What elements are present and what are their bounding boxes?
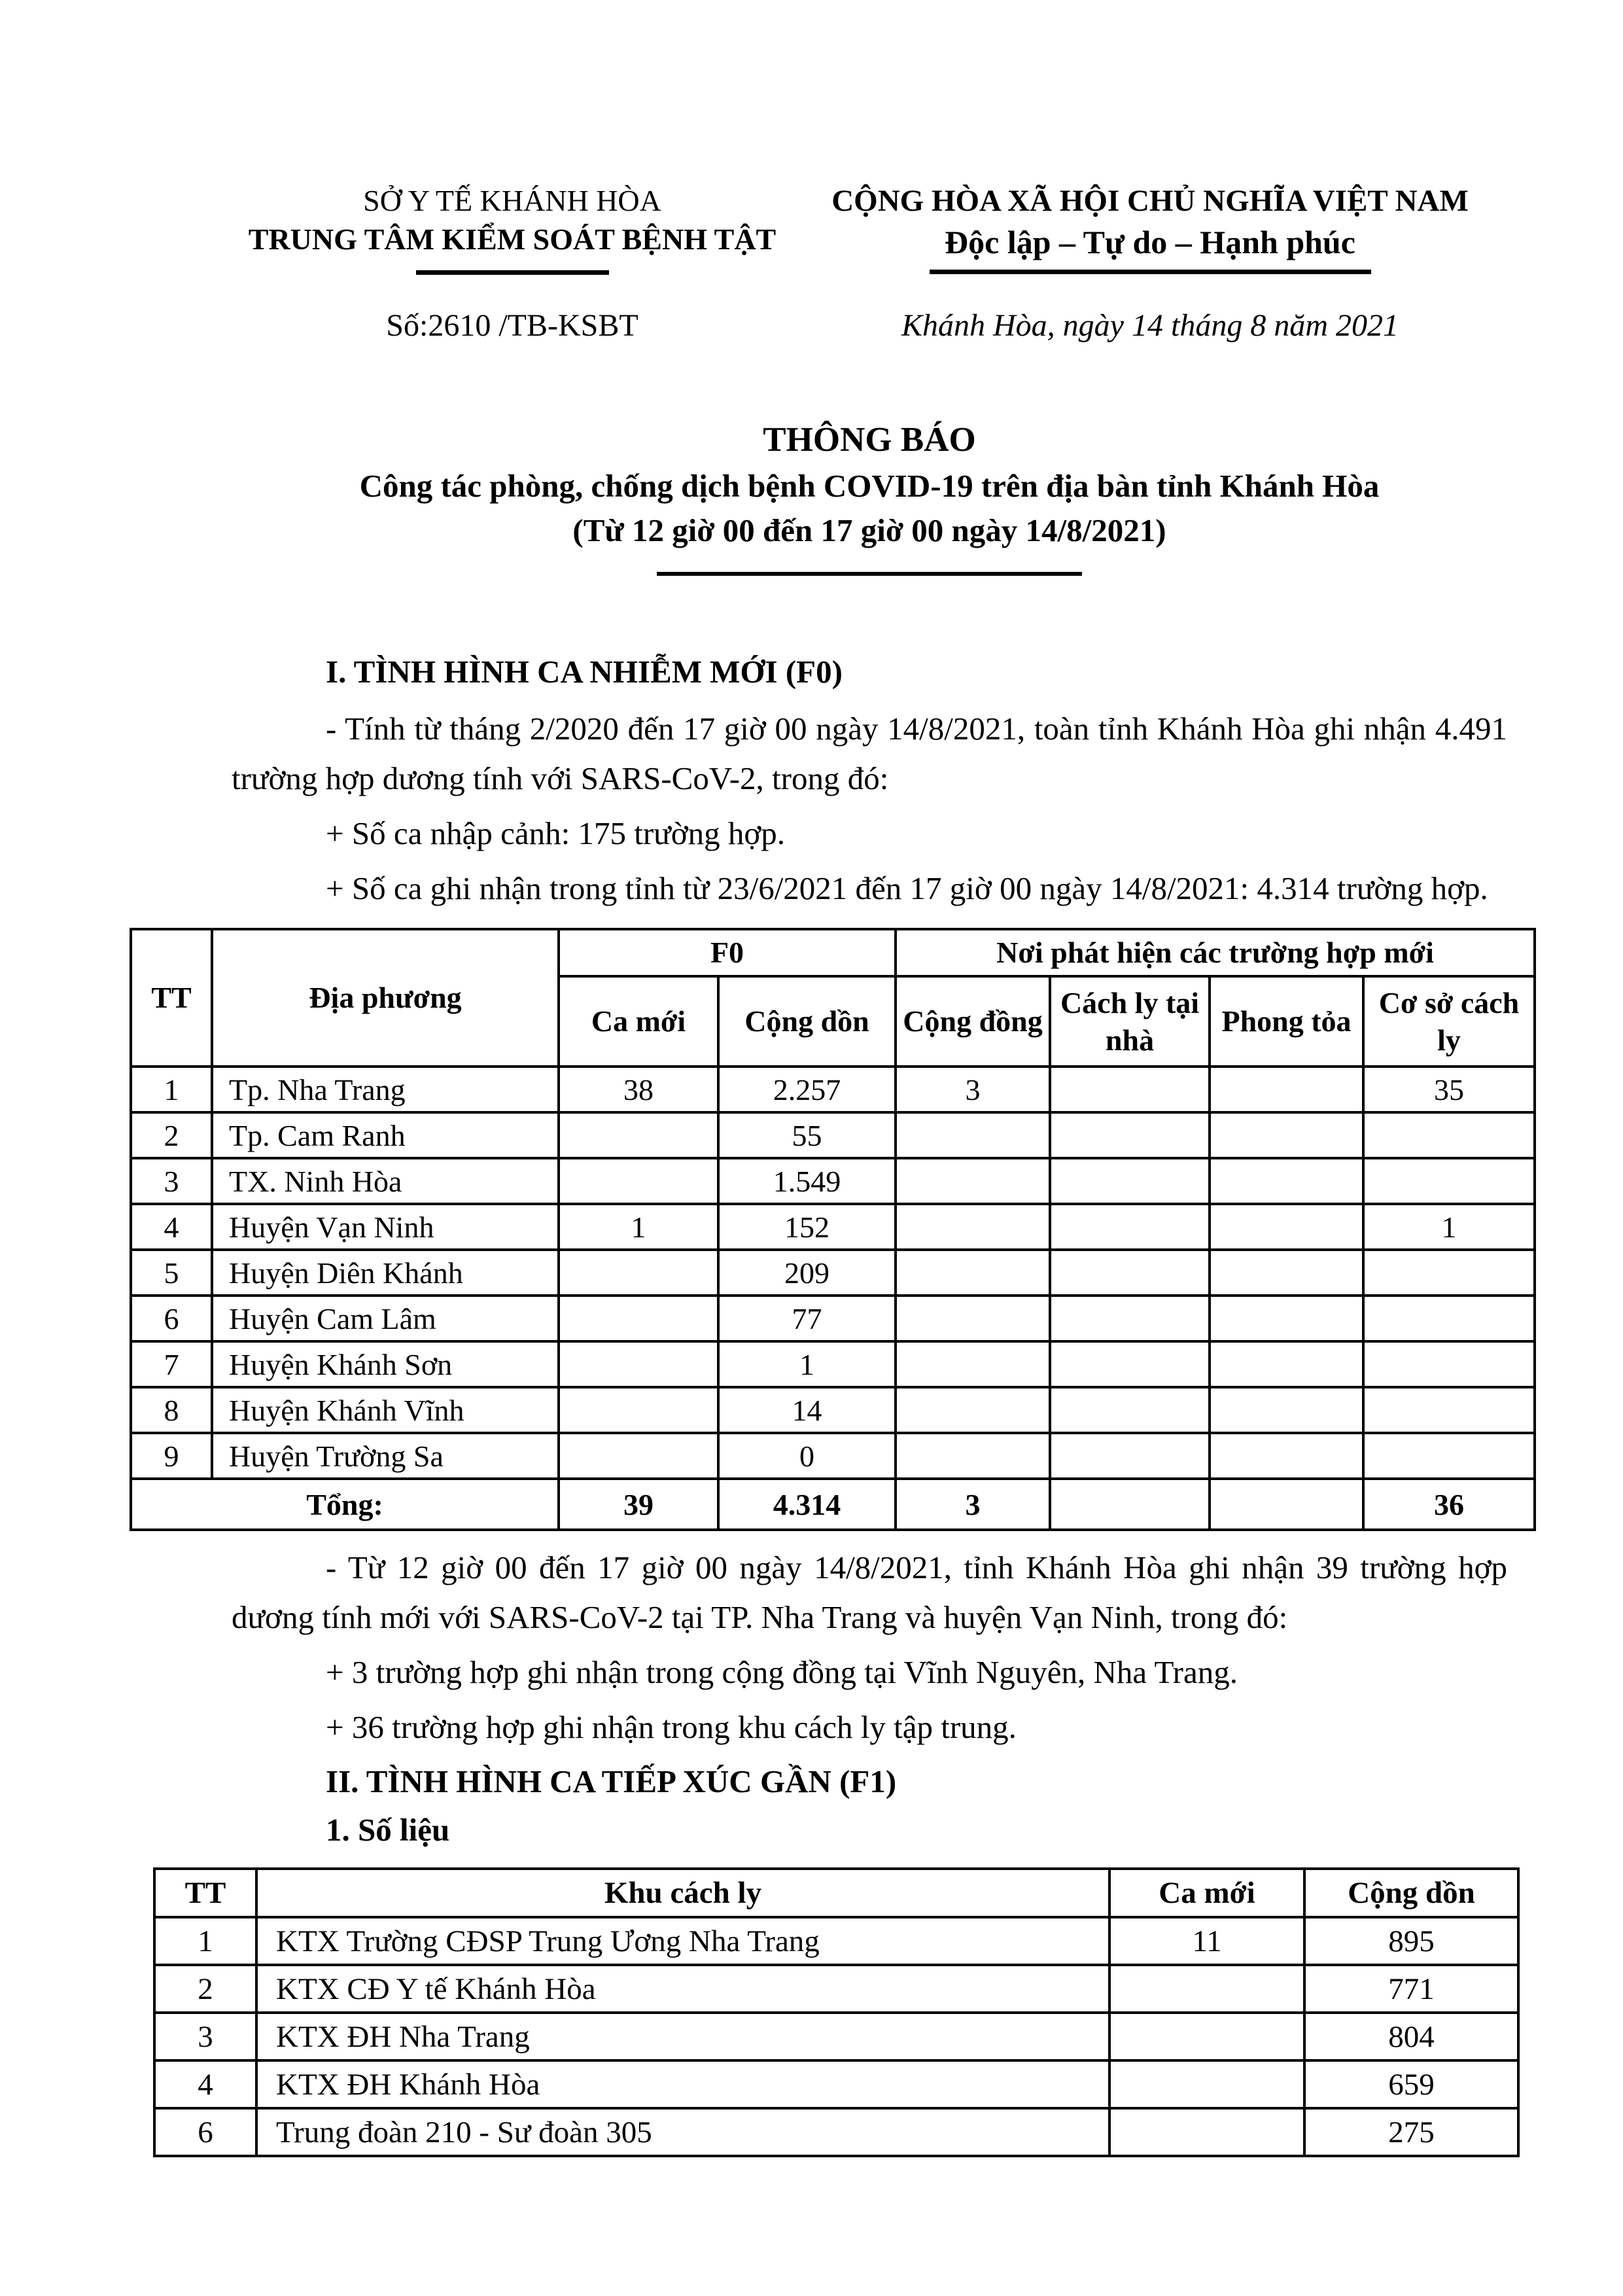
cell-facility: 35 <box>1363 1067 1535 1112</box>
col-header-cumulative: Cộng dồn <box>718 976 896 1067</box>
cell-new-cases <box>1109 2013 1304 2060</box>
cell-tt: 3 <box>131 1158 212 1204</box>
section2-subheading: 1. Số liệu <box>326 1812 450 1848</box>
cell-zone: KTX ĐH Nha Trang <box>256 2013 1109 2060</box>
table-row <box>131 1112 1535 1158</box>
cell-community <box>896 1204 1050 1250</box>
cell-community <box>896 1341 1050 1387</box>
summary-paragraph-3: + 36 trường hợp ghi nhận trong khu cách ly tập trung. <box>326 1709 1017 1746</box>
document-header <box>232 182 1507 275</box>
cell-cumulative: 659 <box>1304 2060 1518 2108</box>
cell-tt: 6 <box>131 1296 212 1341</box>
cell-new-cases: 1 <box>559 1204 718 1250</box>
parent-org-name: SỞ Y TẾ KHÁNH HÒA <box>363 184 661 217</box>
col-header-cumulative: Cộng dồn <box>1304 1869 1518 1917</box>
cell-tt: 1 <box>131 1067 212 1112</box>
col-header-tt: TT <box>131 929 212 1067</box>
cell-tt: 4 <box>154 2060 256 2108</box>
total-label: Tổng: <box>131 1479 559 1530</box>
section1-paragraph-3: + Số ca ghi nhận trong tỉnh từ 23/6/2021 đến 17 giờ 00 ngày 14/8/2021: 4.314 trường hợp. <box>326 870 1488 907</box>
cell-lockdown <box>1210 1433 1363 1479</box>
total-cumulative: 4.314 <box>718 1479 896 1530</box>
org-name: TRUNG TÂM KIỂM SOÁT BỆNH TẬT <box>248 222 777 256</box>
table-row <box>154 2108 1518 2156</box>
table-header-row <box>131 929 1535 976</box>
cell-home-quarantine <box>1050 1204 1210 1250</box>
total-home-quarantine <box>1050 1479 1210 1530</box>
cell-tt: 2 <box>154 1965 256 2013</box>
cell-district: Huyện Vạn Ninh <box>212 1204 559 1250</box>
cell-district: TX. Ninh Hòa <box>212 1158 559 1204</box>
table-header-row <box>154 1869 1518 1917</box>
cell-facility: 1 <box>1363 1204 1535 1250</box>
table-row <box>131 1296 1535 1341</box>
table-row <box>131 1387 1535 1433</box>
cell-cumulative: 55 <box>718 1112 896 1158</box>
f1-quarantine-table <box>153 1867 1520 2157</box>
col-header-new-cases: Ca mới <box>559 976 718 1067</box>
cell-tt: 2 <box>131 1112 212 1158</box>
cell-community <box>896 1296 1050 1341</box>
cell-cumulative: 0 <box>718 1433 896 1479</box>
issuing-org-block <box>232 182 793 275</box>
doc-title-block <box>232 417 1507 576</box>
doc-subtitle: Công tác phòng, chống dịch bệnh COVID-19 trên địa bàn tỉnh Khánh Hòa <box>359 467 1380 504</box>
col-group-f0: F0 <box>559 929 896 976</box>
cell-home-quarantine <box>1050 1112 1210 1158</box>
table-row <box>154 1965 1518 2013</box>
cell-home-quarantine <box>1050 1158 1210 1204</box>
cell-lockdown <box>1210 1067 1363 1112</box>
cell-new-cases <box>559 1296 718 1341</box>
cell-home-quarantine <box>1050 1067 1210 1112</box>
table-row <box>131 1341 1535 1387</box>
col-header-zone: Khu cách ly <box>256 1869 1109 1917</box>
cell-new-cases <box>559 1158 718 1204</box>
cell-tt: 4 <box>131 1204 212 1250</box>
section2-heading: II. TÌNH HÌNH CA TIẾP XÚC GẦN (F1) <box>326 1763 897 1800</box>
table-row <box>131 1067 1535 1112</box>
cell-home-quarantine <box>1050 1341 1210 1387</box>
cell-lockdown <box>1210 1250 1363 1296</box>
cell-community <box>896 1387 1050 1433</box>
cell-district: Huyện Khánh Sơn <box>212 1341 559 1387</box>
col-header-community: Cộng đồng <box>896 976 1050 1067</box>
cell-lockdown <box>1210 1204 1363 1250</box>
total-new-cases: 39 <box>559 1479 718 1530</box>
section1-heading: I. TÌNH HÌNH CA NHIỄM MỚI (F0) <box>326 654 843 690</box>
cell-cumulative: 1 <box>718 1341 896 1387</box>
cell-tt: 6 <box>154 2108 256 2156</box>
cell-new-cases: 38 <box>559 1067 718 1112</box>
col-header-lockdown: Phong tỏa <box>1210 976 1363 1067</box>
summary-paragraph-1: - Từ 12 giờ 00 đến 17 giờ 00 ngày 14/8/2021, tỉnh Khánh Hòa ghi nhận 39 trường hợp dương tính mới với SARS-CoV-2 tại TP. Nha Trang và huyện Vạn Ninh, trong đó: <box>232 1549 1507 1636</box>
cell-cumulative: 2.257 <box>718 1067 896 1112</box>
total-lockdown <box>1210 1479 1363 1530</box>
cell-zone: Trung đoàn 210 - Sư đoàn 305 <box>256 2108 1109 2156</box>
cell-lockdown <box>1210 1296 1363 1341</box>
cell-district: Tp. Cam Ranh <box>212 1112 559 1158</box>
cell-zone: KTX Trường CĐSP Trung Ương Nha Trang <box>256 1917 1109 1965</box>
national-motto: Độc lập – Tự do – Hạnh phúc <box>945 223 1355 260</box>
cell-facility <box>1363 1387 1535 1433</box>
table-row <box>154 2013 1518 2060</box>
cell-new-cases: 11 <box>1109 1917 1304 1965</box>
col-header-home-quarantine: Cách ly tại nhà <box>1050 976 1210 1067</box>
doc-date: Khánh Hòa, ngày 14 tháng 8 năm 2021 <box>901 308 1399 344</box>
cell-new-cases <box>559 1112 718 1158</box>
col-header-facility: Cơ sở cách ly <box>1363 976 1535 1067</box>
cell-district: Huyện Trường Sa <box>212 1433 559 1479</box>
doc-meta-row <box>232 308 1507 344</box>
cell-lockdown <box>1210 1341 1363 1387</box>
section1-paragraph-2: + Số ca nhập cảnh: 175 trường hợp. <box>326 815 786 852</box>
cell-new-cases <box>559 1250 718 1296</box>
doc-title: THÔNG BÁO <box>763 421 976 459</box>
total-community: 3 <box>896 1479 1050 1530</box>
cell-cumulative: 209 <box>718 1250 896 1296</box>
cell-community <box>896 1250 1050 1296</box>
cell-community <box>896 1112 1050 1158</box>
cell-tt: 8 <box>131 1387 212 1433</box>
cell-home-quarantine <box>1050 1433 1210 1479</box>
cell-district: Tp. Nha Trang <box>212 1067 559 1112</box>
national-header-block <box>793 182 1507 275</box>
doc-period: (Từ 12 giờ 00 đến 17 giờ 00 ngày 14/8/2021) <box>572 512 1166 549</box>
cell-cumulative: 152 <box>718 1204 896 1250</box>
cell-tt: 1 <box>154 1917 256 1965</box>
cell-facility <box>1363 1296 1535 1341</box>
cell-lockdown <box>1210 1158 1363 1204</box>
table-row <box>154 1917 1518 1965</box>
cell-cumulative: 804 <box>1304 2013 1518 2060</box>
col-header-district: Địa phương <box>212 929 559 1067</box>
cell-new-cases <box>559 1387 718 1433</box>
cell-facility <box>1363 1112 1535 1158</box>
cell-cumulative: 275 <box>1304 2108 1518 2156</box>
cell-community: 3 <box>896 1067 1050 1112</box>
cell-district: Huyện Diên Khánh <box>212 1250 559 1296</box>
table-row <box>131 1433 1535 1479</box>
title-underline <box>657 572 1082 576</box>
org-underline <box>416 270 609 275</box>
cell-cumulative: 771 <box>1304 1965 1518 2013</box>
cell-lockdown <box>1210 1112 1363 1158</box>
summary-paragraph-2: + 3 trường hợp ghi nhận trong cộng đồng tại Vĩnh Nguyên, Nha Trang. <box>326 1654 1238 1691</box>
table-total-row <box>131 1479 1535 1530</box>
col-group-detection: Nơi phát hiện các trường hợp mới <box>896 929 1535 976</box>
cell-home-quarantine <box>1050 1296 1210 1341</box>
f0-by-district-table <box>130 928 1536 1531</box>
cell-tt: 5 <box>131 1250 212 1296</box>
cell-tt: 3 <box>154 2013 256 2060</box>
cell-facility <box>1363 1433 1535 1479</box>
table-row <box>154 2060 1518 2108</box>
cell-cumulative: 14 <box>718 1387 896 1433</box>
cell-district: Huyện Khánh Vĩnh <box>212 1387 559 1433</box>
cell-district: Huyện Cam Lâm <box>212 1296 559 1341</box>
table-row <box>131 1158 1535 1204</box>
cell-facility <box>1363 1158 1535 1204</box>
table-row <box>131 1204 1535 1250</box>
table-row <box>131 1250 1535 1296</box>
cell-cumulative: 1.549 <box>718 1158 896 1204</box>
national-title: CỘNG HÒA XÃ HỘI CHỦ NGHĨA VIỆT NAM <box>831 184 1469 218</box>
cell-tt: 9 <box>131 1433 212 1479</box>
cell-community <box>896 1158 1050 1204</box>
cell-new-cases <box>1109 2108 1304 2156</box>
cell-new-cases <box>559 1341 718 1387</box>
motto-underline <box>930 270 1371 274</box>
cell-cumulative: 895 <box>1304 1917 1518 1965</box>
section1-paragraph-1: - Tính từ tháng 2/2020 đến 17 giờ 00 ngày 14/8/2021, toàn tỉnh Khánh Hòa ghi nhận 4.491 trường hợp dương tính với SARS-CoV-2, trong đó: <box>232 711 1507 797</box>
cell-zone: KTX CĐ Y tế Khánh Hòa <box>256 1965 1109 2013</box>
cell-new-cases <box>1109 2060 1304 2108</box>
doc-number: Số:2610 /TB-KSBT <box>386 308 638 344</box>
col-header-tt: TT <box>154 1869 256 1917</box>
cell-facility <box>1363 1341 1535 1387</box>
cell-new-cases <box>1109 1965 1304 2013</box>
cell-facility <box>1363 1250 1535 1296</box>
cell-home-quarantine <box>1050 1250 1210 1296</box>
cell-community <box>896 1433 1050 1479</box>
total-facility: 36 <box>1363 1479 1535 1530</box>
col-header-new-cases: Ca mới <box>1109 1869 1304 1917</box>
cell-new-cases <box>559 1433 718 1479</box>
cell-tt: 7 <box>131 1341 212 1387</box>
cell-lockdown <box>1210 1387 1363 1433</box>
cell-zone: KTX ĐH Khánh Hòa <box>256 2060 1109 2108</box>
cell-home-quarantine <box>1050 1387 1210 1433</box>
cell-cumulative: 77 <box>718 1296 896 1341</box>
